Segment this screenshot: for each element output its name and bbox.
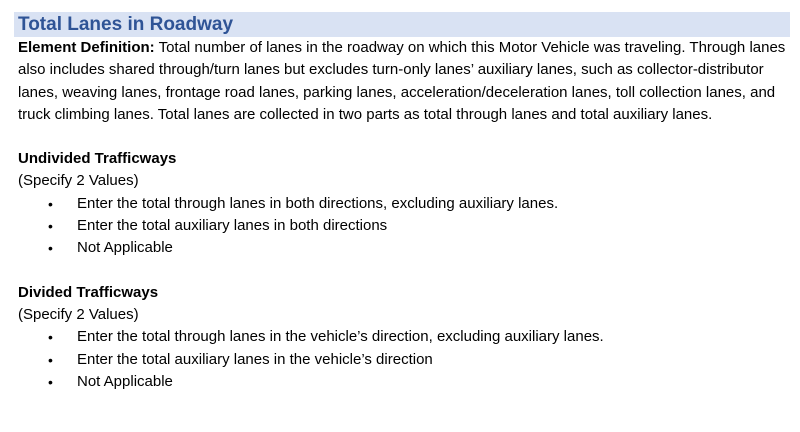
document-page <box>14 12 790 393</box>
list-item <box>18 193 790 215</box>
document-body <box>14 37 790 393</box>
bullet-icon: • <box>48 351 53 368</box>
bullet-icon: • <box>48 240 53 257</box>
list-item <box>18 326 790 348</box>
list-item-text: Enter the total through lanes in the vehicle’s direction, excluding auxiliary lanes. <box>77 328 604 346</box>
section-heading: Divided Trafficways <box>18 283 159 301</box>
spacer <box>18 126 790 148</box>
title-bar <box>14 12 790 37</box>
section-undivided <box>18 148 790 259</box>
list-item-text: Not Applicable <box>77 372 173 390</box>
bullet-icon: • <box>48 195 53 212</box>
list-item-text: Enter the total auxiliary lanes in the vehicle’s direction <box>77 350 433 368</box>
list-item <box>18 215 790 237</box>
list-item-text: Enter the total through lanes in both directions, excluding auxiliary lanes. <box>77 194 559 212</box>
page-title: Total Lanes in Roadway <box>18 14 234 35</box>
value-list <box>18 193 790 260</box>
list-item <box>18 349 790 371</box>
section-note: (Specify 2 Values) <box>18 305 139 323</box>
bullet-icon: • <box>48 329 53 346</box>
list-item-text: Not Applicable <box>77 239 173 257</box>
definition-text: Total number of lanes in the roadway on which this Motor Vehicle was traveling. Through lanes also includes shared through/turn lanes but excludes turn-only lanes’ auxiliary lanes, such as collector-distributor lanes, weaving lanes, frontage road lanes, parking lanes, acceleration/deceleration lanes, toll collection lanes, and truck climbing lanes. Total lanes are collected in two parts as total through lanes and total auxiliary lanes. <box>18 39 786 123</box>
definition-paragraph <box>18 37 790 126</box>
list-item-text: Enter the total auxiliary lanes in both directions <box>77 217 388 235</box>
definition-label: Element Definition: <box>18 39 155 56</box>
list-item <box>18 371 790 393</box>
section-note: (Specify 2 Values) <box>18 172 139 190</box>
section-divided <box>18 282 790 393</box>
list-item <box>18 237 790 259</box>
bullet-icon: • <box>48 373 53 390</box>
spacer <box>18 260 790 282</box>
bullet-icon: • <box>48 218 53 235</box>
value-list <box>18 326 790 393</box>
section-heading: Undivided Trafficways <box>18 150 177 168</box>
